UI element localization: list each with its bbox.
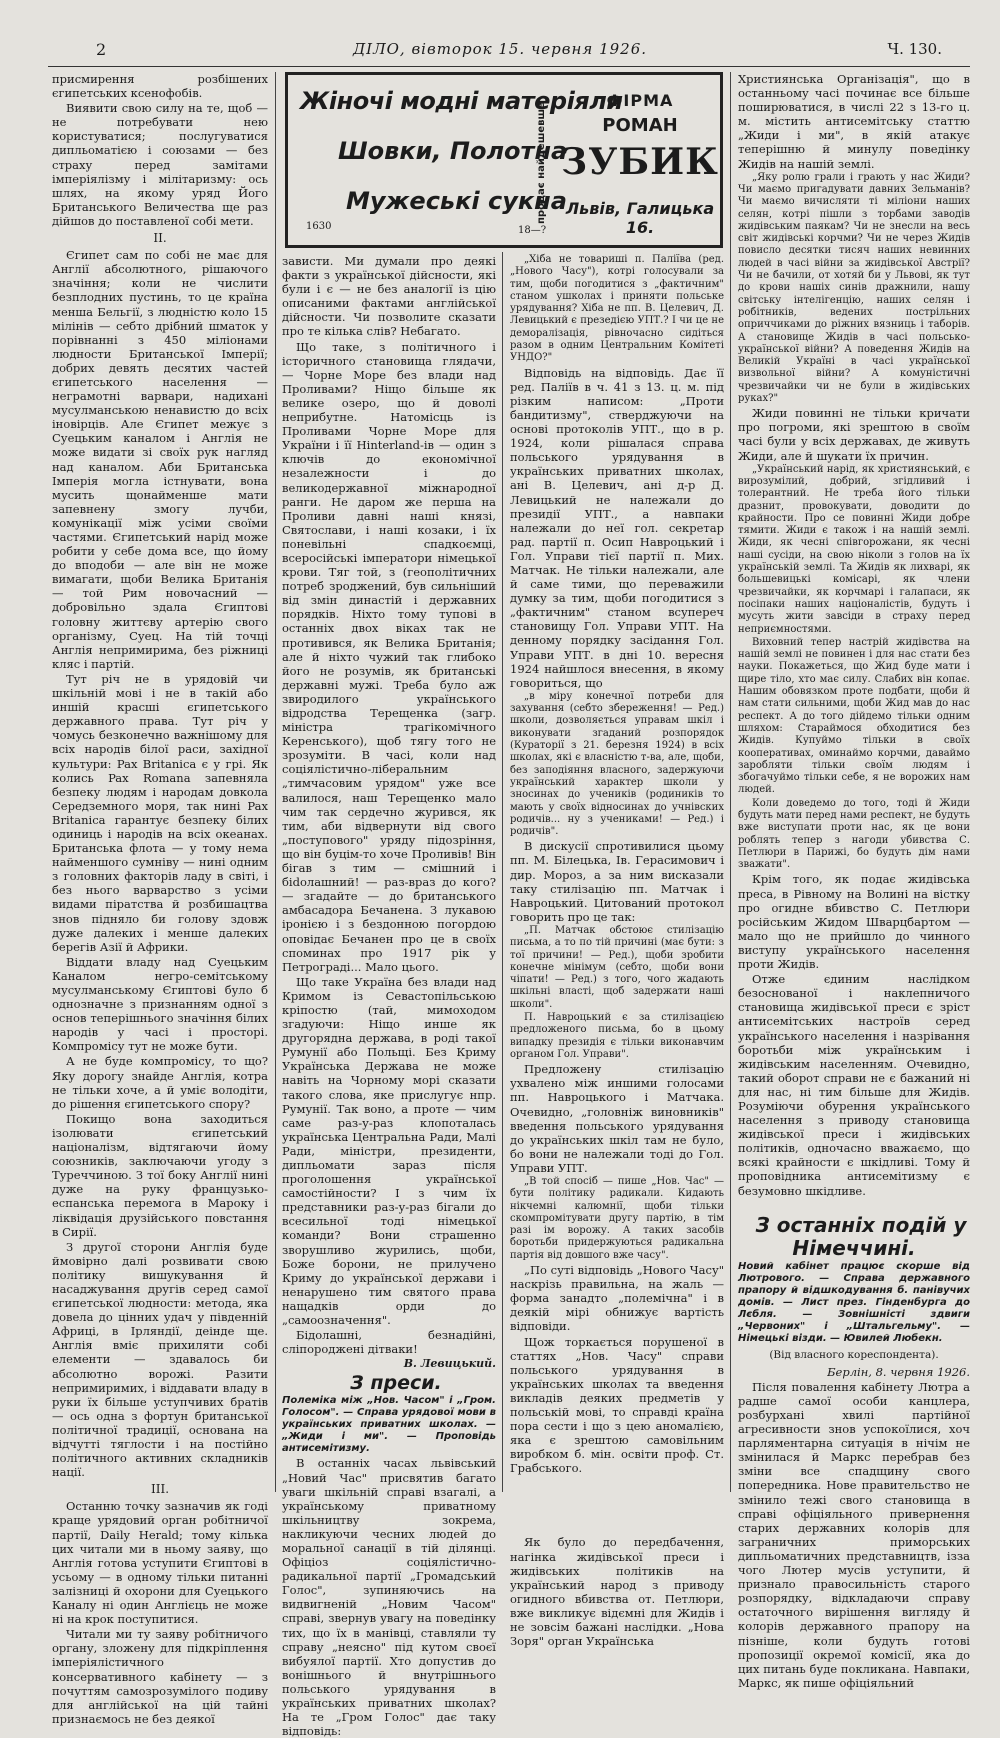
page-header <box>0 38 1000 62</box>
quoted-paragraph: „П. Матчак обстоює стилізацію письма, а то по тій причині (має бути: з тої причини! — Ред.), щоби зробити конечне мінімум (себто, щоби вони чіпати! — Ред.) з того, чого жадають шкільні власті, щоб задержати наші школи". <box>510 924 724 1010</box>
article-paragraph: „По суті відповідь „Нового Часу" наскрізь правильна, на жаль — форма занадто „полемічна" і в деякій мірі обнижує вартість відповіди. <box>510 1263 724 1334</box>
column-4 <box>738 72 970 1690</box>
article-paragraph: Жиди повинні не тільки кричати про погроми, які зрештою в своїм часі були у всіх державах, де живуть Жиди, але й шукати їх причин. <box>738 406 970 463</box>
article-paragraph: Що таке Україна без влади над Кримом із Севастопільською кріпостю (тай, мимоходом згадуючи: Ніщо инше як другорядна держава, в роді такої Румунії або Польщі. Без Криму Українська Держава не може навіть на Чорному морі сказати такого слова, яке прислугує нпр. Румунії. Так воно, а проте — чим саме раз-у-раз клопоталась українська Центральна Ради, Малі Ради, міністри, президенти, дипльомати зараз після проголошення української самостійности? І з чим їх представники раз-у-раз бігали до всесильної тоді німецької команди? Вони страшенно зворушливо журились, щоби, Боже борони, не прилучено Криму до української держави і ненарушено тим святого права нащадків орди до „самоозначення". <box>282 974 496 1328</box>
quoted-paragraph: Виховний тепер настрій жидівства на нашій землі не повинен і для нас стати без науки. Покажеться, що Жид буде мати і щире тіло, хто має силу. Слабих він копає. Нашим обовязком проте подбати, щоби й нам стати сильними, щоби Жид мав до нас респект. А до того дійдемо тільки одним шляхом: Стараймося обходитися без Жидів. Купуймо тільки в своїх кооперативах, оминаймо корчми, даваймо заробляти тільки своїм людям і збогачуймо тільки себе, я не ворожих нам людей. <box>738 636 970 796</box>
column-3 <box>510 254 724 1649</box>
article-paragraph: Виявити свою силу на те, щоб — не потребувати нею користуватися; послугуватися дипльоматією і союзами — без страху перед замітами імперіялізму і мілітаризму: ось шлях, на якому уряд Його Британського Величества ще раз дійшов до поставленої собі мети. <box>52 101 268 228</box>
quoted-paragraph: „Український нарід, як християнський, є вирозумілий, добрий, згідливий і толерантний. Не треба його тільки дразнит, провокувати, доводити до крайности. Про се повинні Жиди добре тямити. Жиди є також і на нашій землі. Жиди, як чесні співгорожани, як чесні наші сусіди, на свою ніколи з голов на їх українській землі. Та Жидів як лихварі, як большевицькі комісарі, як члени чрезвичайки, як корчмарі і галапаси, як посіпаки наших націоналістів, будуть і мусуть жити завсіди в страху перед неприємностями. <box>738 463 970 635</box>
article-paragraph: Що таке, з політичного і історичного становища глядачи, — Чорне Море без влади над Проливами? Ніщо більше як велике озеро, що й доволі неприбутне. Натомісць із Проливами Чорне Море для України і її Hinterland-ів — один з ключів до економічної незалежности і до великодержавної міжнародної ранги. Не даром же перша на Проливи давні наші князі, Святослави, і наші козаки, і їх поневільні спадкоємці, всеросійські імператори німецької крови. Тяг той, з (геополітичних потреб зроджений, був сильніший від змін династій і державних порядків. Ніхто тому тупові в останніх двох віках так не противився, як Велика Британія; але й ніхто чужий так глибоко його не розумів, як британські державні мужі. Треба було аж звиродилого українського відродства Терещенка (загр. міністра трагікомічного Керенського), щоб тягу того не зрозуміти. В часі, коли над соціялістично-ліберальним „тимчасовим урядом" уже все валилося, наш Терещенко мало чим так сердечно журився, як тим, аби відвернути від свого „поступового" уряду підозріння, що він буцім-то хоче Проливів! Він бігав з тим — смішний і біdолашний! — раз-враз до кого? — згадайте — до британського амбасадора Бечанена. З лукавою іронією і з бездонною погордою оповідає Бечанен про це в своїх споминах про 1917 рік у Петрограді... Мало цього. <box>282 339 496 974</box>
article-paragraph: Християнська Організація", що в останньому часі починає все більше поширюватися, в числі 22 з 13-го ц. м. містить антисемітську статтю „Жиди і ми", в якій атакує теперішню й минулу поведінку Жидів на нашій землі. <box>738 72 970 171</box>
article-paragraph: Віддати владу над Суецьким Каналом негро-семітському мусулманському Єгиптові було б однозначне з признанням одної з основ теперішнього значіння білих народів у часі і просторі. Компромісу тут не може бути. <box>52 954 268 1054</box>
column-divider <box>502 252 503 1492</box>
column-divider <box>275 72 276 1492</box>
section-number: II. <box>153 231 167 246</box>
article-paragraph: Крім того, як подає жидівська преса, в Рівному на Волині на вістку про огидне вбивство С. Петлюри російським Жидом Шварцбартом — мало що не прийшло до чинного виступу українського населення проти Жидів. <box>738 872 970 972</box>
article-paragraph: А не буде компромісу, то що? Яку дорогу знайде Англія, котра не тільки хоче, а й уміє володіти, до рішення єгипетського спору? <box>52 1054 268 1111</box>
article-paragraph: Єгипет сам по собі не має для Англії абсолютного, рішаючого значіння; коли не числити безплодних пустинь, то це країна менша Бельгії, з людністю коло 15 мілінів — себто дрібний шматок у порівнанні з 450 міліонами людности Британської Імперії; добрих девять десятих частей єгипетського населення — неграмотні варвари, надихані мусулманською ненавистю до всіх іновірців. Але Єгипет межує з Суецьким каналом і Англія не може видати зі своїх рук нагляд над каналом. Аби Британська Імперія могла істнувати, вона мусить щонайменше мати запевнену змогу лучби, комунікації між усіми своїми частями. Єгипетський нарід може робити у себе дома все, що йому до вподоби — але він не може вимагати, щоби Велика Британія — той Рим новочасний — добровільно здала Єгиптові головну життєву артерію свого організму, Суец. На тій точці Англія непримирима, без ріжниці кляс і партій. <box>52 248 268 671</box>
ad-address: Львів, Галицька 16. <box>565 199 715 237</box>
article-paragraph: В останніх часах львівський „Новий Час" присвятив багато уваги шкільній справі взагалі, а українському приватному шкільництву зокрема, накликуючи чесних людей до моральної санації в тій ділянці. Офіціоз соціялістично-радикальної партії „Громадський Голос", зупиняючись на видвигненій „Новим Часом" справі, звернув увагу на поведінку тих, що їх в манівці, ставляли ту справу „неясно" під кутом своєї вибуялої партії. Хто допустив до вонішнього й внутрішнього польського урядування в українських приватних школах? На те „Гром Голос" дає таку відповідь: <box>282 1456 496 1738</box>
newspaper-title: ДІЛО, вівторок 15. червня 1926. <box>352 40 648 58</box>
article-paragraph: Як було до передбачення, нагінка жидівської преси і жидівських політиків на український народ з приводу огидного вбивства от. Петлюри, вже викликує відємні для Жидів і не зовсім бажані наслідки. „Нова Зоря" орган Українська <box>510 1535 724 1649</box>
ad-note-right: 18—? <box>518 225 547 236</box>
ad-line-1: Жіночі модні матеріяли <box>300 87 623 115</box>
issue-number: Ч. 130. <box>887 40 942 58</box>
ad-firm-label: ФІРМА <box>606 91 674 110</box>
column-divider <box>730 72 731 1492</box>
section-number: III. <box>150 1482 170 1497</box>
section-heading-press: З преси. <box>350 1372 442 1395</box>
header-rule <box>48 66 970 67</box>
ad-firm-name-first: РОМАН <box>602 115 678 136</box>
article-paragraph: Предложену стилізацію ухвалено між иншими голосами пп. Навроцького і Матчака. Очевидно, „головніж виновників" введення польського урядування до українських шкіл там не було, бо вони не належали тоді до Гол. Управи УПТ. <box>510 1062 724 1175</box>
article-paragraph: Покищо вона заходиться ізолювати єгипетський націоналізм, відтягаючи йому союзників, заключаючи угоду з Туреччиною. З тої боку Англії нині дуже на руку французько-еспанська перемога в Мароку і ліквідація друзійського повстання в Сирії. <box>52 1111 268 1239</box>
quoted-paragraph: П. Навроцький є за стилізацією предложеного письма, бо в цьому випадку президія є тільки виконавчим органом Гол. Управи". <box>510 1012 724 1060</box>
article-paragraph: В дискусії спротивилися цьому пп. М. Білецька, Ів. Герасимович і дир. Мороз, а за ним висказали таку стилізацію пп. Матчак і Навроцький. Цитований протокол говорить про це так: <box>510 839 724 924</box>
article-paragraph: Відповідь на відповідь. Дає її ред. Паліїв в ч. 41 з 13. ц. м. під різким написом: „Проти бандитизму", стверджуючи на основі протоколів УПТ., що в р. 1924, коли рішалася справа польського урядування в українських приватних школах, ані В. Целевич, ані д-р Д. Левицький не належали до президії УПТ., а навпаки належали до неї гол. секретар рад. партії п. Осип Навроцький і Гол. Управи тієї партії п. Мих. Матчак. Не тільки належали, але й саме тими, що переважили думку за тим, щоби погодитися з „фактичним" станом всупереч становищу Гол. Управи УПТ. На денному порядку засідання Гол. Управи УПТ. в дні 10. вересня 1924 найшлося внесення, в якому говориться, що <box>510 365 724 690</box>
quoted-paragraph: „В той спосіб — пише „Нов. Час" — бути політику радикали. Кидають нікчемні калюмнії, щоби тільки скомпромітувати другу партію, в тім разі ім ворожу. А таких засобів боротьби придержуються радикальна партія від довшого вже часу". <box>510 1175 724 1261</box>
article-paragraph: Читали ми ту заяву робітничого органу, зложену для підкріплення імперіялістичного консервативного кабінету — з почуттям самозрозумілого подиву для англійської на цій тайні признаємось не без деякої <box>52 1627 268 1726</box>
section-heading-germany: З останніх подій у Німеччині. <box>755 1212 967 1260</box>
quoted-paragraph: „Яку ролю грали і грають у нас Жиди? Чи маємо пригадувати давних Зельманів? Чи маємо вичисляти ті міліони наших селян, котрі пішли з торбами заводів жидівським паякам? Чи не знесли на весь світ жидівські корчми? Чи не через Жидів повисло десятки тисяч наших невинних людей в часі війни за жидівської Австрії? Чи не бачили, от хотяй би у Львові, як тут до крови нашіх синів дражнили, нашу світську інтелігенцію, наших селян і робітників, ведених пострільних оприччиками до ріжних вязниць і таборів. А становище Жидів в часі польсько-української війни? А поведення Жидів на Великій Україні в часі української визвольної війни? А комуністичні чрезвичайки чи не були в жидівських руках?" <box>738 171 970 404</box>
quoted-paragraph: „Хіба не товариші п. Паліїва (ред. „Нового Часу"), котрі голосували за тим, щоби погодитися з „фактичним" станом ушколах і приняти польське урядування? Хіба не пп. В. Целевич, Д. Левицький є презедією УПТ.? І чи це не деморалізація, рівночасно сидіться разом в одним Центральним Комітеті УНДО?" <box>510 254 724 364</box>
article-paragraph: зависти. Ми думали про деякі факти з української дійсности, які були і є — не без аналогії із цію описаними фактами англійської дійсности. Чи позволите сказати про те кілька слів? Небагато. <box>282 254 496 339</box>
article-signature: В. Левицький. <box>403 1357 496 1371</box>
section-subheading: Новий кабінет працює скорше від Лютрового. — Справа державного прапору й відшкодування б. панівучих домів. — Лист през. Гінденбурга до Лєбля. — Зовнішністі здвиги „Червоних" і „Штальгельму". — Німецькі візди. — Ювилей Любекн. <box>738 1260 970 1344</box>
article-paragraph: Отже єдиним наслідком безоснованої і наклепничого становища жидівської преси є зріст антисемітських настроїв серед українського населення і назрівання боротьби між українським і жидівським населенням. Очевидно, такий оборот справи не є бажаний ні для нас, ні тим більше для Жидів. Розуміючи обурення українського населення з приводу становища жидівської преси і жидівських політиків, одночасно вважаємо, що всякі крайности є шкідливі. Тому й проповідника антисемітизму є безумовно шкідливе. <box>738 972 970 1198</box>
section-subheading: Полеміка між „Нов. Часом" і „Гром. Голосом". — Справа урядової мови в українських приватних школах. — „Жиди і ми". — Проповідь антисемітизму. <box>282 1395 496 1455</box>
article-paragraph: З другої сторони Англія буде ймовірно далі розвивати свою політику вишукування й насаджування другів серед самої єгипетської людности: метода, яка довела до цінних удач у південній Африці, в Ірляндії, деінде ще. Англія вміє прихиляти собі елементи — здавалось би абсолютно ворожі. Разити непримиримих, і віддавати владу в руки їх більше уступчивих братів — ось одна з фортун британської політичної традиції, основана на відчутті тяглости і на постійно політичного активних складників нації. <box>52 1239 268 1480</box>
article-paragraph: Щож торкається порушеної в статтях „Нов. Часу" справи польського урядування в українських школах та введення викладів деяких предметів у польській мові, то справді країна пора сести і що з цею аномалією, яка є зрештою самовільним виробком б. мін. освіти проф. Ст. Грабського. <box>510 1334 724 1476</box>
page-number: 2 <box>96 40 107 59</box>
ad-firm-name-last: ЗУБИК <box>561 141 719 183</box>
quoted-paragraph: Коли доведемо до того, тоді й Жиди будуть мати перед нами респект, не будуть вже виступати проти нас, як це вони роблять тепер з нагоди убивства С. Петлюри в Парижі, бо будуть дім нами зважати". <box>738 797 970 871</box>
ad-vertical-text: продає найдешевше <box>536 102 547 224</box>
article-paragraph: присмирення розбішених єгипетських ксенофобів. <box>52 72 268 101</box>
article-paragraph: Останню точку зазначив як годі краще урядовий орган робітничої партії, Daily Herald; тому кілька цих читали ми в ньому заяву, що Англія готова уступити Єгиптові в усьому — в одному тільки питанні залізниці й охорони для Суецького Каналу ні один Англієць не може ні на крок поступитися. <box>52 1499 268 1627</box>
article-paragraph: Тут річ не в урядовій чи шкільній мові і не в такій або иншій красші єгипетського державного права. Тут річ у чомусь безконечно важнішому для всіх народів білої раси, західної культури: Pax Britanica є у грі. Як колись Pax Romana запевняла безпеку людям і народам довкола Середземного моря, так нині Pax Britanica гарантує безпеку білих одиниць і народів на всіх океанах. Британська флота — у тому нема найменшого сумніву — нині одним з головних факторів ладу в світі, і без нього варварство з усіми видами піратства й розбишацтва знов підняло би голову здовж дуже далеких і менше далеких берегів Азії й Африки. <box>52 671 268 954</box>
article-paragraph: Після повалення кабінету Лютра а радше самої особи канцлера, розбурхані хвилі партійної агресивности знов успокоїлися, хоч парляментарна ситуація в нічім не змінилася й Маркс перебрав без зміни все спадщину свого попередника. Нове правительство не змінило тежі свого становища в справі офіціяльного привернення старих державних колорів для заграничних приморських дипльоматичних представництв, ізза чого Лютер мусів уступити, й признало правосильність старого розпорядку, відкладаючи справу остаточного вирішення вигляду й колорів державного прапору на пізніше, коли будуть готові пропозиції окремої комісії, яка до цих питань буде покликана. Навпаки, Маркс, як пише офіціяльний <box>738 1379 970 1690</box>
column-2 <box>282 254 496 1738</box>
ad-line-3: Мужеські сукна <box>346 187 567 215</box>
ad-line-2: Шовки, Полотна <box>338 137 568 165</box>
column-1 <box>52 72 268 1726</box>
correspondent-note: (Від власного кореспондента). <box>769 1348 939 1361</box>
dateline: Берлін, 8. червня 1926. <box>827 1364 970 1379</box>
advertisement-box <box>285 72 723 248</box>
article-paragraph: Бідолашні, безнадійні, сліпороджені дітваки! <box>282 1328 496 1357</box>
ad-note-left: 1630 <box>306 221 332 232</box>
quoted-paragraph: „в міру конечної потреби для захування (себто збереження! — Ред.) школи, дозволяється управам шкіл і виконувати згаданий розпорядок (Кураторії з 21. березня 1924) в всіх школах, які є власністю т-ва, але, щоби, без заподіяння власного, задержуючи український характер школи у зносинах до учеників (родиників то мають у своїх відносинах до учнівских родичів... ну з учениками! — Ред.) і родичів". <box>510 690 724 838</box>
